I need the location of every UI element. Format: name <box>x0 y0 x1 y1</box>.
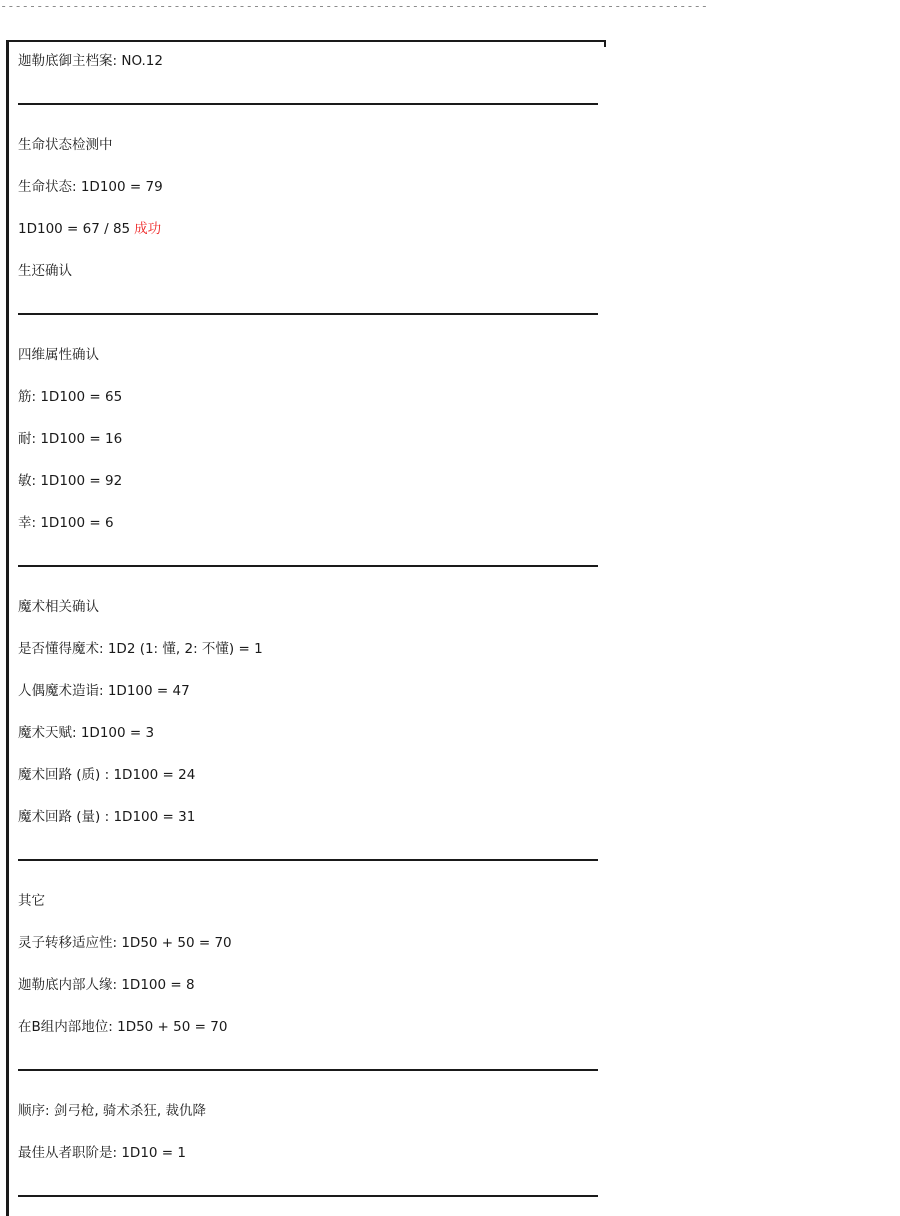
log-line <box>18 1006 606 1048</box>
log-line <box>18 250 606 292</box>
log-line-text: 筋: 1D100 = 65 <box>18 389 123 405</box>
log-line-text: 最佳从者职阶是: 1D10 = 1 <box>18 1145 186 1161</box>
top-divider <box>0 0 900 12</box>
log-line <box>18 418 606 460</box>
log-line-text: 迦勒底御主档案: NO.12 <box>18 53 163 69</box>
log-line-text: 生命状态检测中 <box>18 137 113 153</box>
top-divider-text: -------------------------------------------------------------------------------------------------- <box>0 2 709 10</box>
log-line <box>18 502 606 544</box>
log-line-text: 1D100 = 67 / 85 <box>18 221 131 237</box>
log-line <box>18 208 606 250</box>
log-line <box>18 628 606 670</box>
section-divider <box>18 82 606 124</box>
log-line-text: 生命状态: 1D100 = 79 <box>18 179 163 195</box>
log-line <box>18 124 606 166</box>
log-line <box>18 796 606 838</box>
log-line <box>18 880 606 922</box>
log-line <box>18 40 606 82</box>
log-line-text: 四维属性确认 <box>18 347 99 363</box>
log-line-text: 敏: 1D100 = 92 <box>18 473 123 489</box>
log-line-text: 灵子转移适应性: 1D50 + 50 = 70 <box>18 935 232 951</box>
roll-result-badge: 成功 <box>134 221 162 237</box>
log-line <box>18 166 606 208</box>
quote-top-bracket <box>6 40 606 42</box>
section-divider <box>18 1048 606 1090</box>
log-line-text: 魔术回路 (质) : 1D100 = 24 <box>18 767 196 783</box>
log-line-text: 人偶魔术造诣: 1D100 = 47 <box>18 683 190 699</box>
log-line <box>18 712 606 754</box>
log-line <box>18 334 606 376</box>
log-line-text: 顺序: 剑弓枪, 骑术杀狂, 裁仇降 <box>18 1103 207 1119</box>
log-line <box>18 586 606 628</box>
quote-block <box>6 40 606 1216</box>
log-line-text: 在B组内部地位: 1D50 + 50 = 70 <box>18 1019 228 1035</box>
log-line <box>18 1090 606 1132</box>
section-divider <box>18 544 606 586</box>
log-line-text: 耐: 1D100 = 16 <box>18 431 123 447</box>
log-line-text: 是否懂得魔术: 1D2 (1: 懂, 2: 不懂) = 1 <box>18 641 263 657</box>
log-line-text: 生还确认 <box>18 263 72 279</box>
log-line <box>18 922 606 964</box>
log-line-text: 幸: 1D100 = 6 <box>18 515 114 531</box>
log-line <box>18 1132 606 1174</box>
log-line <box>18 754 606 796</box>
quote-lines <box>18 40 606 1216</box>
log-line-text: 魔术回路 (量) : 1D100 = 31 <box>18 809 196 825</box>
section-divider <box>18 292 606 334</box>
log-line-text: 魔术相关确认 <box>18 599 99 615</box>
log-line-text: 其它 <box>18 893 45 909</box>
log-line-text: 魔术天赋: 1D100 = 3 <box>18 725 155 741</box>
log-line-text: 迦勒底内部人缘: 1D100 = 8 <box>18 977 195 993</box>
section-divider <box>18 838 606 880</box>
log-line <box>18 670 606 712</box>
log-line <box>18 460 606 502</box>
log-line <box>18 376 606 418</box>
section-divider <box>18 1174 606 1216</box>
log-line <box>18 964 606 1006</box>
